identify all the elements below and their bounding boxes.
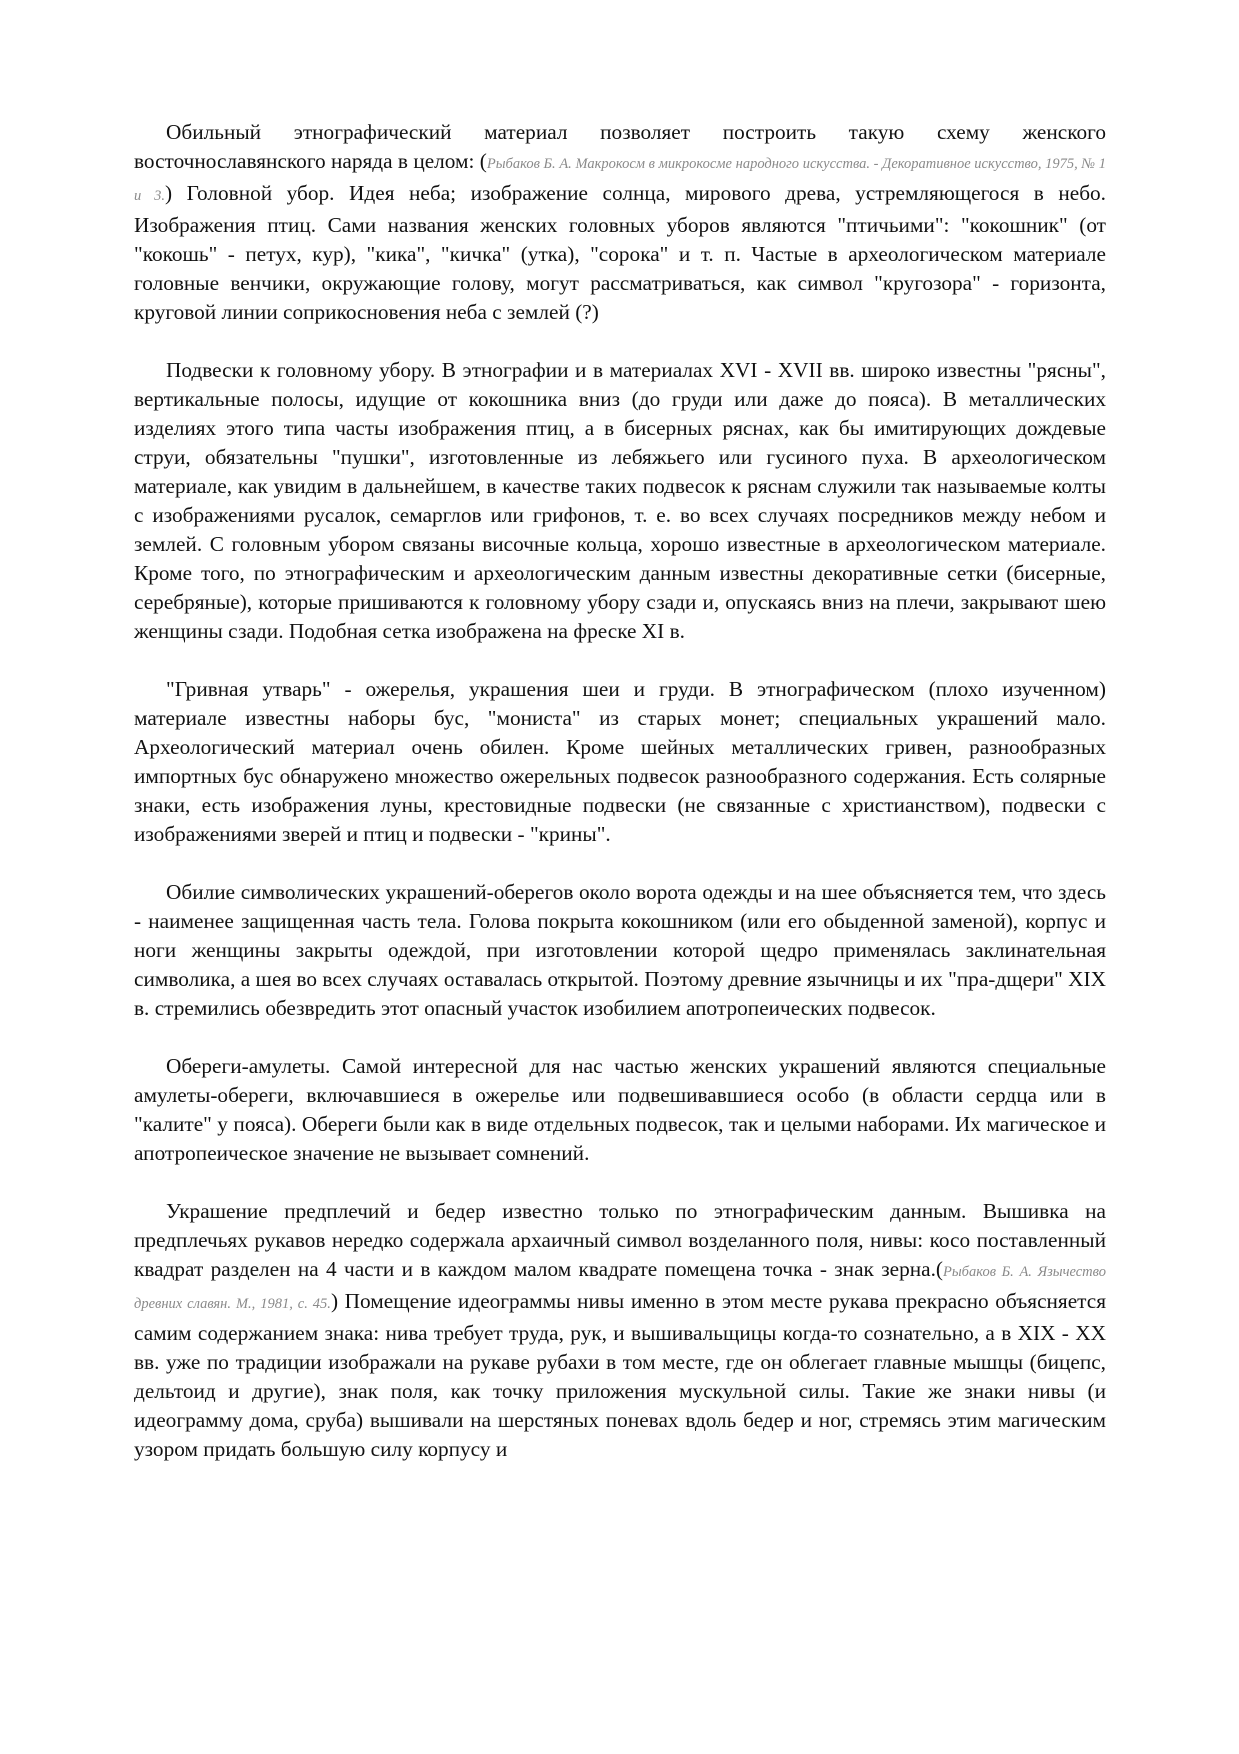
paragraph-forearms — [134, 1197, 1106, 1464]
paragraph-text: Обильный этнографический материал позволяет построить такую схему женского восточнославянского наряда в целом: ( — [134, 120, 1106, 173]
paragraph-text: ) Помещение идеограммы нивы именно в этом месте рукава прекрасно объясняется самим содержанием знака: нива требует труда, рук, и вышивальщицы когда-то сознательно, а в XIX - XX вв. уже по традиции изображали на рукаве рубахи в том месте, где он облегает главные мышцы (бицепс, дельтоид и другие), знак поля, как точку приложения мускульной силы. Такие же знаки нивы (и идеограмму дома, сруба) вышивали на шерстяных поневах вдоль бедер и ног, стремясь этим магическим узором придать большую силу корпусу и — [134, 1289, 1106, 1461]
document-page — [134, 118, 1106, 1464]
citation: Рыбаков Б. А. Макрокосм в микрокосме народного искусства. - Декоративное искусство, 1975, № 1 и 3. — [134, 156, 1107, 204]
paragraph-amulets: Обереги-амулеты. Самой интересной для нас частью женских украшений являются специальные амулеты-обереги, включавшиеся в ожерелье или подвешивавшиеся особо (в области сердца или в "калите" у пояса). Обереги были как в виде отдельных подвесок, так и целыми наборами. Их магическое и апотропеическое значение не вызывает сомнений. — [134, 1054, 1106, 1165]
paragraph-amulets-neck: Обилие символических украшений-оберегов около ворота одежды и на шее объясняется тем, что здесь - наименее защищенная часть тела. Голова покрыта кокошником (или его обыденной заменой), корпус и ноги женщины закрыты одеждой, при изготовлении которой щедро применялась заклинательная символика, а шея во всех случаях оставалась открытой. Поэтому древние язычницы и их "пра-дщери" XIX в. стремились обезвредить этот опасный участок изобилием апотропеических подвесок. — [134, 880, 1106, 1020]
citation: Рыбаков Б. А. Язычество древних славян. М., 1981, с. 45. — [134, 1264, 1106, 1312]
paragraph-text: ) Головной убор. Идея неба; изображение солнца, мирового древа, устремляющегося в небо. Изображения птиц. Сами названия женских головных уборов являются "птичьими": "кокошник" (от "кокошь" - петух, кур), "кика", "кичка" (утка), "сорока" и т. п. Частые в археологическом материале головные венчики, окружающие голову, могут рассматриваться, как символ "кругозора" - горизонта, круговой линии соприкосновения неба с землей (?) — [134, 181, 1106, 324]
paragraph-text: Украшение предплечий и бедер известно только по этнографическим данным. Вышивка на предплечьях рукавов нередко содержала архаичный символ возделанного поля, нивы: косо поставленный квадрат разделен на 4 части и в каждом малом квадрате помещена точка - знак зерна.( — [134, 1199, 1106, 1281]
paragraph-pendants: Подвески к головному убору. В этнографии и в материалах XVI - XVII вв. широко известны "рясны", вертикальные полосы, идущие от кокошника вниз (до груди или даже до пояса). В металлических изделиях этого типа часты изображения птиц, а в бисерных ряснах, как бы имитирующих дождевые струи, обязательны "пушки", изготовленные из лебяжьего или гусиного пуха. В археологическом материале, как увидим в дальнейшем, в качестве таких подвесок к ряснам служили так называемые колты с изображениями русалок, семарглов или грифонов, т. е. во всех случаях посредников между небом и землей. С головным убором связаны височные кольца, хорошо известные в археологическом материале. Кроме того, по этнографическим и археологическим данным известны декоративные сетки (бисерные, серебряные), которые пришиваются к головному убору сзади и, опускаясь вниз на плечи, закрывают шею женщины сзади. Подобная сетка изображена на фреске XI в. — [134, 358, 1106, 643]
paragraph-headwear — [134, 118, 1106, 327]
paragraph-necklaces: "Гривная утварь" - ожерелья, украшения шеи и груди. В этнографическом (плохо изученном) материале известны наборы бус, "мониста" из старых монет; специальных украшений мало. Археологический материал очень обилен. Кроме шейных металлических гривен, разнообразных импортных бус обнаружено множество ожерельных подвесок разнообразного содержания. Есть солярные знаки, есть изображения луны, крестовидные подвески (не связанные с христианством), подвески с изображениями зверей и птиц и подвески - "крины". — [134, 677, 1106, 846]
